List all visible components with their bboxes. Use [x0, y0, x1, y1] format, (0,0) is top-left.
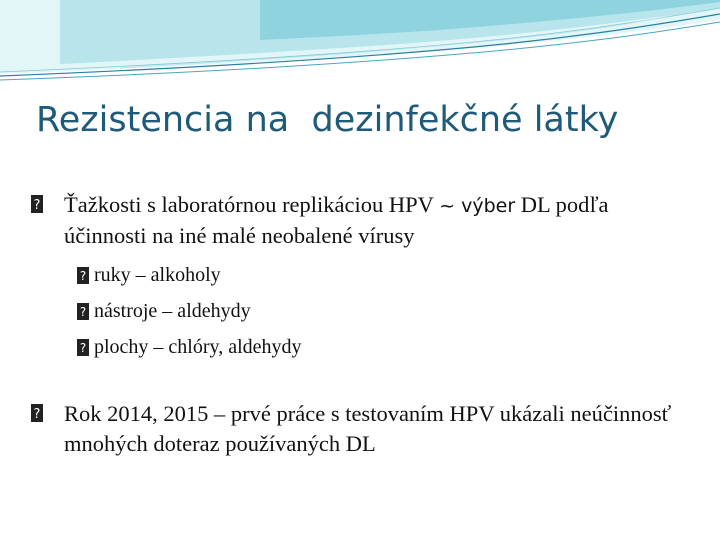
missing-glyph-icon	[76, 338, 90, 357]
sub-bullet-1-text: ruky – alkoholy	[94, 264, 221, 286]
svg-text:?: ?	[79, 305, 87, 319]
slide-body	[30, 190, 690, 459]
bullet-1-text-sans: ~ výber	[439, 195, 516, 217]
svg-text:?: ?	[33, 407, 41, 422]
missing-glyph-icon	[30, 403, 44, 423]
bullet-1-text-start: Ťažkosti s laboratórnou replikáciou HPV	[64, 192, 440, 217]
svg-text:?: ?	[33, 198, 41, 213]
svg-text:?: ?	[79, 341, 87, 355]
sub-bullet-item-1	[76, 257, 690, 293]
missing-glyph-icon	[76, 302, 90, 321]
wave-header-decoration	[0, 0, 720, 86]
sub-bullet-item-3	[76, 329, 690, 365]
sub-bullet-3-text: plochy – chlóry, aldehydy	[94, 336, 302, 358]
bullet-item-1	[30, 190, 690, 251]
spacer	[30, 365, 690, 399]
svg-text:?: ?	[79, 269, 87, 283]
sub-bullet-list	[76, 257, 690, 365]
bullet-1-text-end: DL podľa účinnosti na iné malé neobalené vírusy	[64, 192, 609, 248]
missing-glyph-icon	[76, 266, 90, 285]
bullet-item-2	[30, 399, 690, 459]
bullet-2-text: Rok 2014, 2015 – prvé práce s testovaním HPV ukázali neúčinnosť mnohých doteraz používaných DL	[64, 401, 672, 456]
slide-title: Rezistencia na dezinfekčné látky	[36, 100, 619, 140]
sub-bullet-item-2	[76, 293, 690, 329]
sub-bullet-2-text: nástroje – aldehydy	[94, 300, 251, 322]
missing-glyph-icon	[30, 194, 44, 214]
